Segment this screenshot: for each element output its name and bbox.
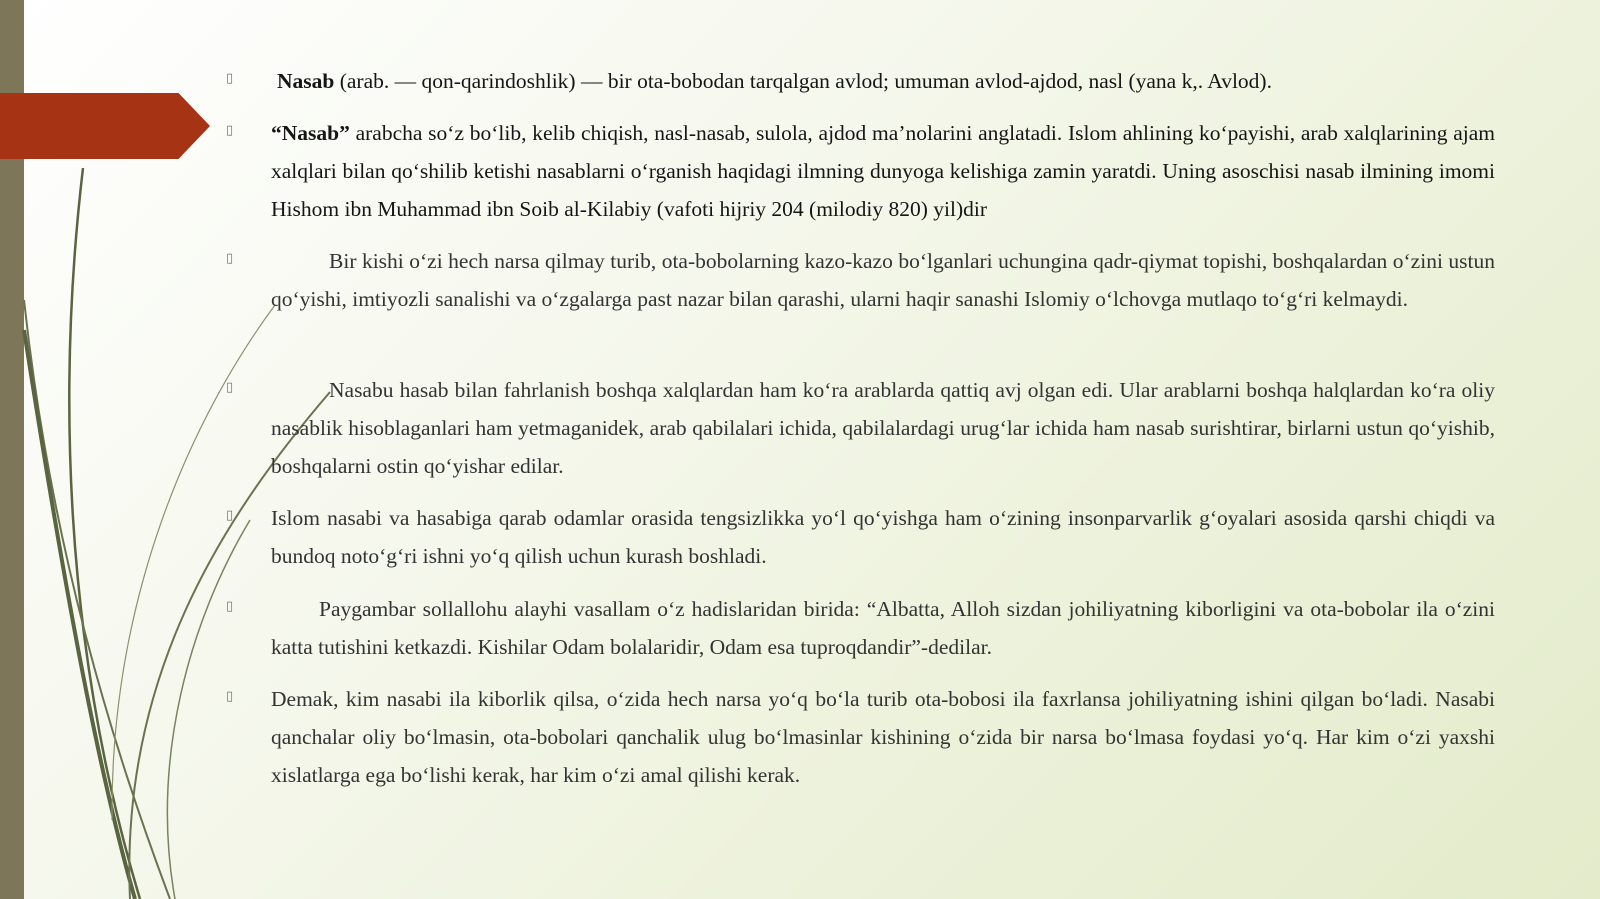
paragraph-6: Paygambar sollallohu alayhi vasallam o‘z hadislaridan birida: “Albatta, Alloh sizdan johiliyatning kiborligini va ota-bobolar ila o‘zini katta tutishini ketkazdi. Kishilar Odam bolalaridir, Odam esa tuproqdandir”-dedilar. <box>271 597 1495 659</box>
bullet-box-icon: ▯ <box>226 599 234 614</box>
paragraph-2-term: “Nasab” <box>271 121 350 145</box>
bullet-box-icon: ▯ <box>226 251 234 266</box>
bullet-box-icon: ▯ <box>226 123 234 138</box>
paragraph-1 <box>277 63 1495 101</box>
bullet-box-icon: ▯ <box>226 508 234 523</box>
paragraph-3: Bir kishi o‘zi hech narsa qilmay turib, ota-bobolarning kazo-kazo bo‘lganlari uchungina qadr-qiymat topishi, boshqalardan o‘zini ustun qo‘yishi, imtiyozli sanalishi va o‘zgalarga past nazar bilan qarashi, ularni haqir sanashi Islomiy o‘lchovga mutlaqo to‘g‘ri kelmaydi. <box>271 249 1495 311</box>
paragraph-1-term: Nasab <box>277 69 335 93</box>
paragraph-5: Islom nasabi va hasabiga qarab odamlar orasida tengsizlikka yo‘l qo‘yishga ham o‘zining insonparvarlik g‘oyalari asosida qarshi chiqdi va bundoq noto‘g‘ri ishni yo‘q qilish uchun kurash boshladi. <box>271 506 1495 568</box>
bullet-box-icon: ▯ <box>226 71 234 86</box>
paragraph-2-text: arabcha so‘z bo‘lib, kelib chiqish, nasl-nasab, sulola, ajdod ma’nolarini anglatadi. Islom ahlining ko‘payishi, arab xalqlarining ajam xalqlari bilan qo‘shilib ketishi nasablarni o‘rganish haqidagi ilmning dunyoga kelishiga zamin yaratdi. Uning asoschisi nasab ilmining imomi Hishom ibn Muhammad ibn Soib al-Kilabiy (vafoti hijriy 204 (milodiy 820) yil)dir <box>271 121 1495 221</box>
bullet-box-icon: ▯ <box>226 689 234 704</box>
paragraph-2 <box>271 115 1495 228</box>
paragraph-1-text: (arab. — qon-qarindoshlik) — bir ota-bobodan tarqalgan avlod; umuman avlod-ajdod, nasl (yana k,. Avlod). <box>334 69 1272 93</box>
paragraph-4: Nasabu hasab bilan fahrlanish boshqa xalqlardan ham ko‘ra arablarda qattiq avj olgan edi. Ular arablarni boshqa halqlardan ko‘ra oliy nasablik hisoblaganlari ham yetmaganidek, arab qabilalari ichida, qabilalardagi urug‘lar ichida ham nasab surishtirar, birlarni ustun qo‘yishib, boshqalarni ostin qo‘yishar edilar. <box>271 378 1495 478</box>
paragraph-7: Demak, kim nasabi ila kiborlik qilsa, o‘zida hech narsa yo‘q bo‘la turib ota-bobosi ila faxrlansa johiliyatning ishini qilgan bo‘ladi. Nasabi qanchalar oliy bo‘lmasin, ota-bobolari qanchalik ulug bo‘lmasinlar kishining o‘zida bir narsa bo‘lmasa foydasi yo‘q. Har kim o‘zi yaxshi xislatlarga ega bo‘lishi kerak, har kim o‘zi amal qilishi kerak. <box>271 687 1495 787</box>
bullet-box-icon: ▯ <box>226 380 234 395</box>
